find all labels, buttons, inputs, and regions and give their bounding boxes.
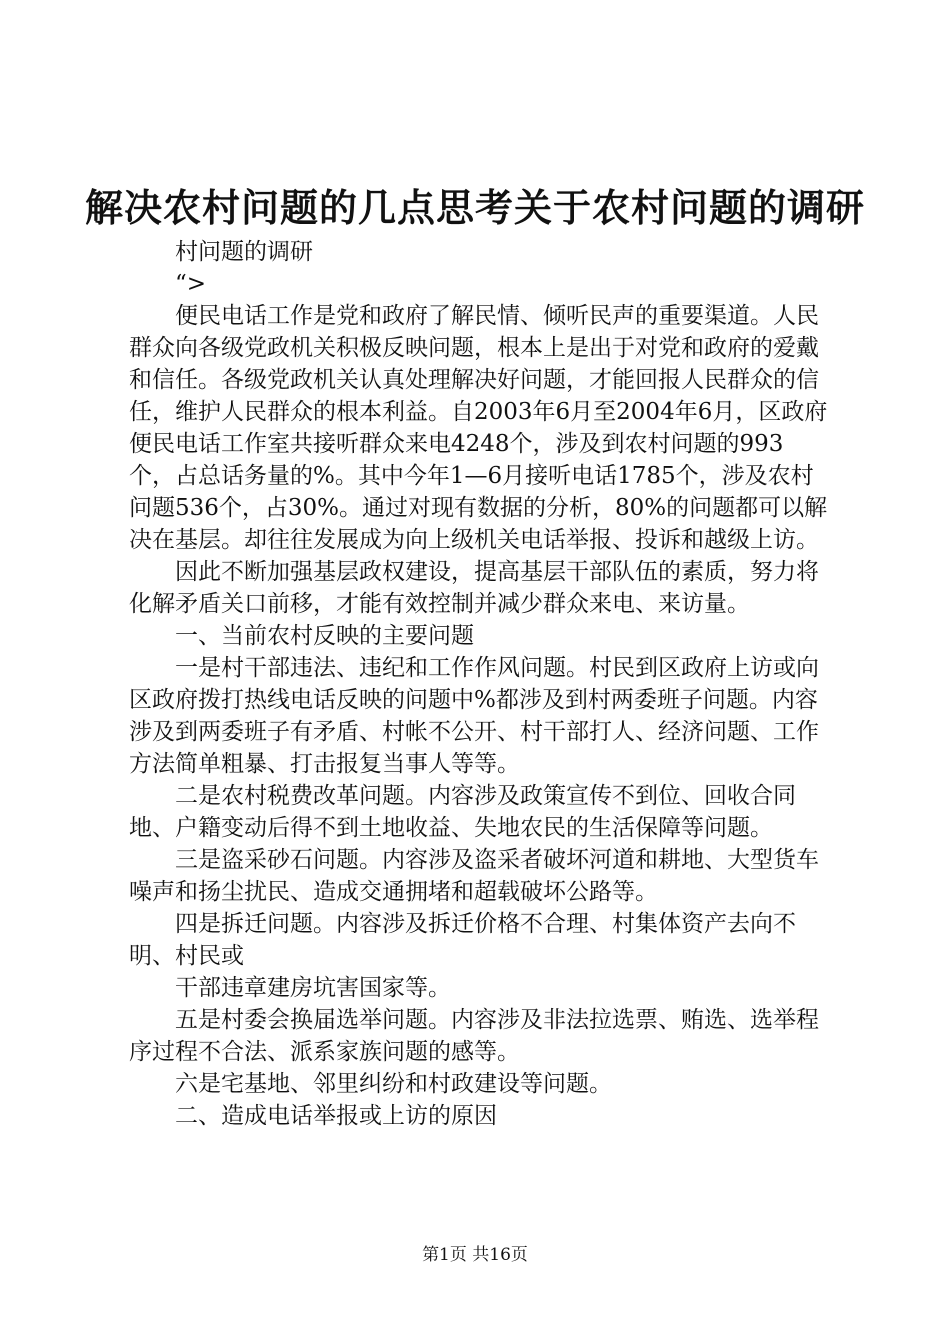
paragraph-item-5: 五是村委会换届选举问题。内容涉及非法拉选票、贿选、选举程序过程不合法、派系家族问题的感等。 xyxy=(129,1007,819,1065)
section-heading-1: 一、当前农村反映的主要问题 xyxy=(175,623,474,649)
paragraph-subtitle: 村问题的调研 xyxy=(175,239,313,265)
paragraph-intro: 便民电话工作是党和政府了解民情、倾听民声的重要渠道。人民群众向各级党政机关积极反映问题，根本上是出于对党和政府的爱戴和信任。各级党政机关认真处理解决好问题，才能回报人民群众的信任，维护人民群众的根本利益。自2003年6月至2004年6月，区政府便民电话工作室共接听群众来电4248个，涉及到农村问题的993个，占总话务量的%。其中今年1—6月接听电话1785个，涉及农村问题536个，占30%。通过对现有数据的分析，80%的问题都可以解决在基层。却往往发展成为向上级机关电话举报、投诉和越级上访。 xyxy=(129,303,828,553)
section-heading-2: 二、造成电话举报或上访的原因 xyxy=(175,1103,497,1129)
paragraph-item-4-cont: 干部违章建房坑害国家等。 xyxy=(175,975,451,1001)
paragraph-item-2: 二是农村税费改革问题。内容涉及政策宣传不到位、回收合同地、户籍变动后得不到土地收益、失地农民的生活保障等问题。 xyxy=(129,783,796,841)
page-number: 第1页 共16页 xyxy=(422,1245,528,1265)
paragraph-quote-mark: “> xyxy=(175,271,207,297)
document-body xyxy=(129,236,829,1132)
document-title: 解决农村问题的几点思考关于农村问题的调研 xyxy=(84,185,865,230)
paragraph-item-6: 六是宅基地、邻里纠纷和村政建设等问题。 xyxy=(175,1071,612,1097)
paragraph-strengthen: 因此不断加强基层政权建设，提高基层干部队伍的素质，努力将化解矛盾关口前移，才能有效控制并减少群众来电、来访量。 xyxy=(129,559,819,617)
paragraph-item-4: 四是拆迁问题。内容涉及拆迁价格不合理、村集体资产去向不明、村民或 xyxy=(129,911,796,969)
paragraph-item-1: 一是村干部违法、违纪和工作作风问题。村民到区政府上访或向区政府拨打热线电话反映的问题中%都涉及到村两委班子问题。内容涉及到两委班子有矛盾、村帐不公开、村干部打人、经济问题、工作方法简单粗暴、打击报复当事人等等。 xyxy=(129,655,819,777)
paragraph-item-3: 三是盗采砂石问题。内容涉及盗采者破坏河道和耕地、大型货车噪声和扬尘扰民、造成交通拥堵和超载破坏公路等。 xyxy=(129,847,819,905)
